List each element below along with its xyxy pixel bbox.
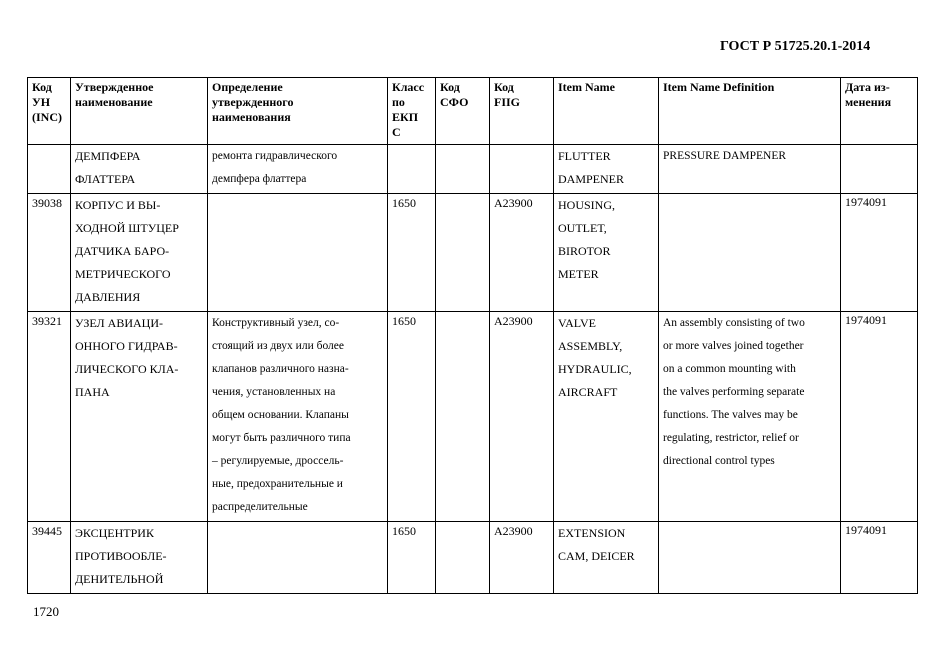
cell-approved-name-line: ДАТЧИКА БАРО-	[75, 244, 170, 258]
cell-definition-line: общем основании. Клапаны	[212, 409, 349, 421]
cell-item-name-definition	[659, 522, 841, 594]
header-col-change-date: Дата из- менения	[841, 78, 918, 145]
cell-item-name-definition-line: directional control types	[663, 455, 775, 467]
cell-definition-line: – регулируемые, дроссель-	[212, 455, 344, 467]
cell-change-date	[841, 145, 918, 194]
cell-approved-name-line: МЕТРИЧЕСКОГО	[75, 267, 171, 281]
nomenclature-table	[27, 77, 918, 594]
cell-definition	[208, 145, 388, 194]
cell-change-date: 1974091	[841, 194, 918, 312]
standard-title: ГОСТ Р 51725.20.1-2014	[720, 39, 871, 54]
cell-item-name-definition	[659, 194, 841, 312]
cell-item-name-definition	[659, 145, 841, 194]
header-col-fiig: Код FIIG	[490, 78, 554, 145]
cell-item-name-definition-line: on a common mounting with	[663, 363, 796, 375]
table-header-row	[28, 78, 918, 145]
cell-approved-name-line: ДЕМПФЕРА	[75, 149, 141, 163]
cell-item-name-definition	[659, 312, 841, 522]
cell-item-name-line: VALVE	[558, 316, 597, 330]
cell-approved-name-line: КОРПУС И ВЫ-	[75, 198, 161, 212]
header-col-item-name-definition: Item Name Definition	[659, 78, 841, 145]
cell-approved-name-line: ЭКСЦЕНТРИК	[75, 526, 154, 540]
table-row	[28, 522, 918, 594]
cell-sfo	[436, 194, 490, 312]
cell-inc: 39038	[28, 194, 71, 312]
cell-class	[388, 145, 436, 194]
cell-item-name-definition-line: An assembly consisting of two	[663, 317, 805, 329]
cell-item-name-definition-line: PRESSURE DAMPENER	[663, 150, 787, 162]
cell-inc	[28, 145, 71, 194]
cell-item-name-line: METER	[558, 267, 599, 281]
table-row	[28, 145, 918, 194]
cell-approved-name	[71, 194, 208, 312]
cell-approved-name-line: ДАВЛЕНИЯ	[75, 290, 141, 304]
cell-approved-name-line: ПАНА	[75, 385, 110, 399]
cell-item-name-line: ASSEMBLY,	[558, 339, 623, 353]
cell-change-date: 1974091	[841, 522, 918, 594]
cell-fiig: A23900	[490, 194, 554, 312]
cell-approved-name-line: ПРОТИВООБЛЕ-	[75, 549, 167, 563]
cell-approved-name	[71, 522, 208, 594]
cell-change-date: 1974091	[841, 312, 918, 522]
header-col-approved-name: Утвержденное наименование	[71, 78, 208, 145]
cell-class: 1650	[388, 312, 436, 522]
cell-approved-name	[71, 145, 208, 194]
cell-fiig: A23900	[490, 522, 554, 594]
cell-definition-line: стоящий из двух или более	[212, 340, 344, 352]
cell-class: 1650	[388, 522, 436, 594]
cell-item-name-definition-line: or more valves joined together	[663, 340, 804, 352]
cell-approved-name-line: ФЛАТТЕРА	[75, 172, 136, 186]
cell-item-name-line: HYDRAULIC,	[558, 362, 632, 376]
cell-definition-line: клапанов различного назна-	[212, 363, 349, 375]
cell-item-name-line: OUTLET,	[558, 221, 607, 235]
cell-item-name	[554, 194, 659, 312]
cell-inc: 39321	[28, 312, 71, 522]
cell-sfo	[436, 145, 490, 194]
cell-item-name-line: AIRCRAFT	[558, 385, 618, 399]
header-col-class: Класс по ЕКП С	[388, 78, 436, 145]
cell-approved-name-line: УЗЕЛ АВИАЦИ-	[75, 316, 163, 330]
cell-sfo	[436, 312, 490, 522]
cell-definition	[208, 522, 388, 594]
cell-approved-name-line: ЛИЧЕСКОГО КЛА-	[75, 362, 179, 376]
cell-item-name-line: EXTENSION	[558, 526, 626, 540]
cell-item-name-definition-line: regulating, restrictor, relief or	[663, 432, 799, 444]
cell-item-name	[554, 145, 659, 194]
cell-item-name-line: FLUTTER	[558, 149, 611, 163]
header-col-item-name: Item Name	[554, 78, 659, 145]
page-number: 1720	[33, 604, 59, 619]
cell-definition-line: распределительные	[212, 501, 308, 513]
cell-definition-line: могут быть различного типа	[212, 432, 351, 444]
header-col-inc: Код УН (INC)	[28, 78, 71, 145]
cell-item-name	[554, 522, 659, 594]
cell-approved-name-line: ОННОГО ГИДРАВ-	[75, 339, 178, 353]
cell-item-name-line: HOUSING,	[558, 198, 615, 212]
cell-approved-name-line: ХОДНОЙ ШТУЦЕР	[75, 221, 179, 235]
header-col-definition: Определение утвержденного наименования	[208, 78, 388, 145]
cell-inc: 39445	[28, 522, 71, 594]
table-row	[28, 312, 918, 522]
cell-item-name-definition-line: functions. The valves may be	[663, 409, 798, 421]
cell-definition-line: демпфера флаттера	[212, 173, 307, 185]
cell-definition	[208, 194, 388, 312]
cell-item-name-line: CAM, DEICER	[558, 549, 635, 563]
cell-class: 1650	[388, 194, 436, 312]
cell-approved-name-line: ДЕНИТЕЛЬНОЙ	[75, 572, 164, 586]
cell-sfo	[436, 522, 490, 594]
cell-fiig	[490, 145, 554, 194]
cell-item-name-line: DAMPENER	[558, 172, 625, 186]
cell-approved-name	[71, 312, 208, 522]
cell-definition-line: ные, предохранительные и	[212, 478, 343, 490]
cell-fiig: A23900	[490, 312, 554, 522]
table-row	[28, 194, 918, 312]
header-col-sfo: Код СФО	[436, 78, 490, 145]
cell-definition-line: чения, установленных на	[212, 386, 336, 398]
cell-definition	[208, 312, 388, 522]
cell-definition-line: ремонта гидравлического	[212, 150, 338, 162]
cell-item-name-line: BIROTOR	[558, 244, 611, 258]
cell-definition-line: Конструктивный узел, со-	[212, 317, 340, 329]
cell-item-name-definition-line: the valves performing separate	[663, 386, 805, 398]
cell-item-name	[554, 312, 659, 522]
